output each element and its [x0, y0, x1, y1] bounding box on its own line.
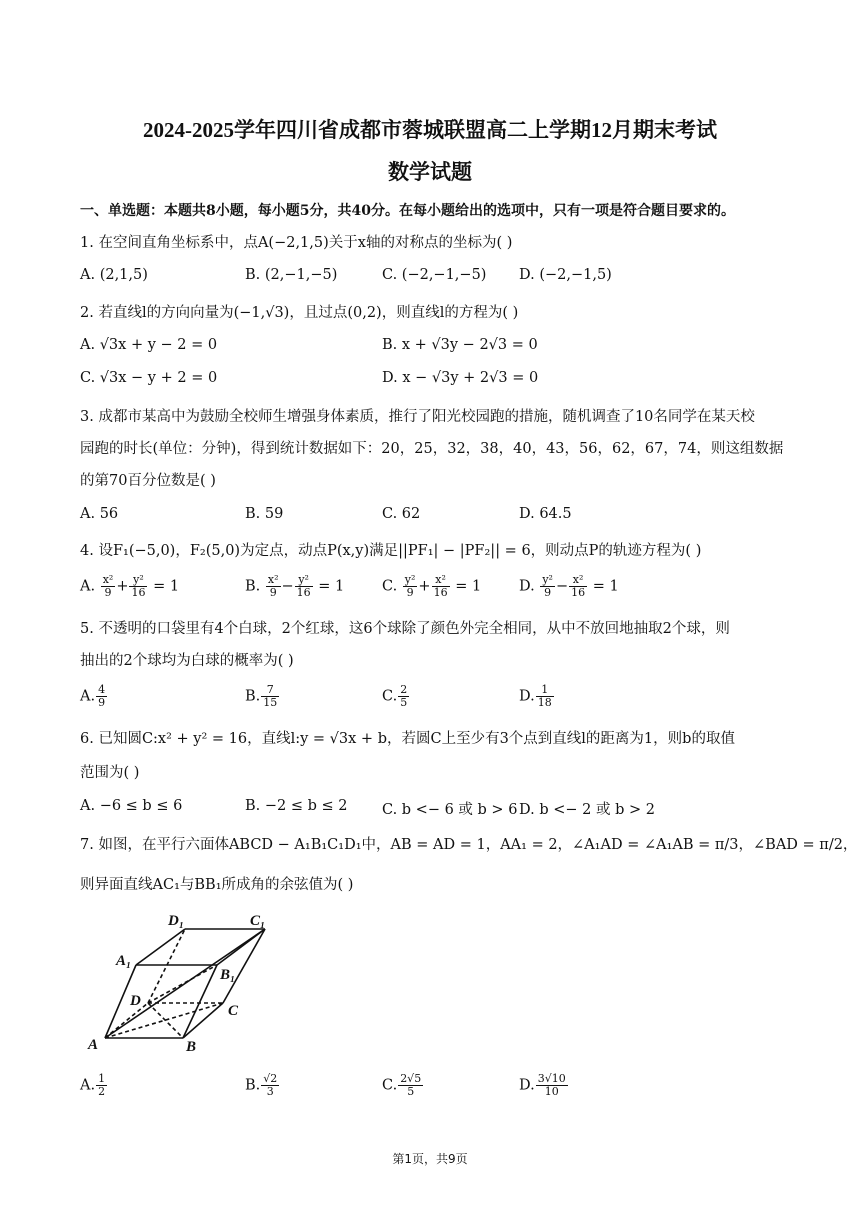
edge-bb1: [183, 965, 217, 1038]
question-6-line-2: 范围为( ): [80, 765, 140, 781]
q3-option-a: A. 56: [80, 506, 119, 522]
q4-option-a: A. $\frac{\text{x²}}{9}$ + $\frac{\text{y²}}{16}$ = 1: [80, 573, 180, 599]
question-4-stem: 4. 设F₁(−5,0)，F₂(5,0)为定点，动点P(x,y)满足||PF₁| − |PF₂|| = 6，则动点P的轨迹方程为( ): [80, 543, 702, 559]
label-c1: C₁: [250, 913, 266, 929]
q7-option-b: B. $\frac{√2}{3}$: [245, 1072, 278, 1098]
q4-option-d: D. $\frac{\text{y²}}{9}$ − $\frac{\text{x²}}{16}$ = 1: [519, 573, 619, 599]
edge-bc: [183, 1003, 223, 1038]
label-b: B: [186, 1039, 197, 1055]
q5-option-b: B. $\frac{7}{15}$: [245, 683, 278, 709]
q5-option-d: D. $\frac{1}{18}$: [519, 683, 552, 709]
q2-option-d: D. x − √3y + 2√3 = 0: [382, 370, 539, 386]
edge-a1d1: [136, 929, 185, 965]
q7-option-c: C. $\frac{2√5}{5}$: [382, 1072, 422, 1098]
q6-option-c: C. b <− 6 或 b > 6: [382, 802, 518, 818]
q2-option-a: A. √3x + y − 2 = 0: [80, 337, 218, 353]
q1-option-b: B. (2,−1,−5): [245, 267, 338, 283]
diagonal-ac: [105, 1003, 223, 1038]
question-2-stem: 2. 若直线l的方向向量为(−1,√3)，且过点(0,2)，则直线l的方程为( ): [80, 305, 519, 321]
q5-option-a: A. $\frac{4}{9}$: [80, 683, 106, 709]
diagonal-db: [148, 1003, 183, 1038]
label-d1: D₁: [168, 913, 185, 929]
question-1-stem: 1. 在空间直角坐标系中，点A(−2,1,5)关于x轴的对称点的坐标为( ): [80, 235, 513, 251]
page-footer: 第1页，共9页: [392, 1152, 468, 1166]
q3-option-b: B. 59: [245, 506, 284, 522]
question-6-line-1: 6. 已知圆C:x² + y² = 16，直线l:y = √3x + b，若圆C上至少有3个点到直线l的距离为1，则b的取值: [80, 731, 735, 747]
label-a: A: [88, 1037, 99, 1053]
q1-option-a: A. (2,1,5): [80, 267, 148, 283]
document-title: 2024-2025学年四川省成都市蓉城联盟高二上学期12月期末考试: [143, 118, 717, 142]
q7-option-d: D. $\frac{3√10}{10}$: [519, 1072, 566, 1098]
q3-option-d: D. 64.5: [519, 506, 572, 522]
q1-option-c: C. (−2,−1,−5): [382, 267, 487, 283]
q7-option-a: A. $\frac{1}{2}$: [80, 1072, 106, 1098]
question-3-line-3: 的第70百分位数是( ): [80, 473, 216, 489]
q5-option-c: C. $\frac{2}{5}$: [382, 683, 408, 709]
q4-option-b: B. $\frac{\text{x²}}{9}$ − $\frac{\text{y²}}{16}$ = 1: [245, 573, 345, 599]
q1-option-d: D. (−2,−1,5): [519, 267, 612, 283]
q3-option-c: C. 62: [382, 506, 421, 522]
q6-option-d: D. b <− 2 或 b > 2: [519, 802, 655, 818]
q4-option-c: C. $\frac{\text{y²}}{9}$ + $\frac{\text{x²}}{16}$ = 1: [382, 573, 482, 599]
parallelepiped-figure: [80, 905, 290, 1055]
question-3-line-2: 园跑的时长(单位：分钟)，得到统计数据如下：20，25，32，38，40，43，56，62，67，74，则这组数据: [80, 441, 784, 457]
q6-option-a: A. −6 ≤ b ≤ 6: [80, 798, 183, 814]
label-c: C: [228, 1003, 239, 1019]
q2-option-c: C. √3x − y + 2 = 0: [80, 370, 218, 386]
document-subtitle: 数学试题: [388, 160, 472, 184]
question-5-line-2: 抽出的2个球均为白球的概率为( ): [80, 653, 294, 669]
section-heading: 一、单选题：本题共8小题，每小题5分，共40分。在每小题给出的选项中，只有一项是符合题目要求的。: [80, 203, 735, 219]
edge-cc1: [223, 929, 265, 1003]
label-d: D: [130, 993, 141, 1009]
q2-option-b: B. x + √3y − 2√3 = 0: [382, 337, 538, 353]
label-a1: A₁: [116, 953, 132, 969]
question-7-line-2: 则异面直线AC₁与BB₁所成角的余弦值为( ): [80, 877, 354, 893]
question-7-line-1: 7. 如图，在平行六面体ABCD − A₁B₁C₁D₁中，AB = AD = 1，AA₁ = 2，∠A₁AD = ∠A₁AB = π/3，∠BAD = π/2，: [80, 837, 858, 853]
label-b1: B₁: [220, 967, 236, 983]
q6-option-b: B. −2 ≤ b ≤ 2: [245, 798, 348, 814]
question-5-line-1: 5. 不透明的口袋里有4个白球，2个红球，这6个球除了颜色外完全相同，从中不放回地抽取2个球，则: [80, 621, 730, 637]
question-3-line-1: 3. 成都市某高中为鼓励全校师生增强身体素质，推行了阳光校园跑的措施，随机调查了10名同学在某天校: [80, 409, 755, 425]
